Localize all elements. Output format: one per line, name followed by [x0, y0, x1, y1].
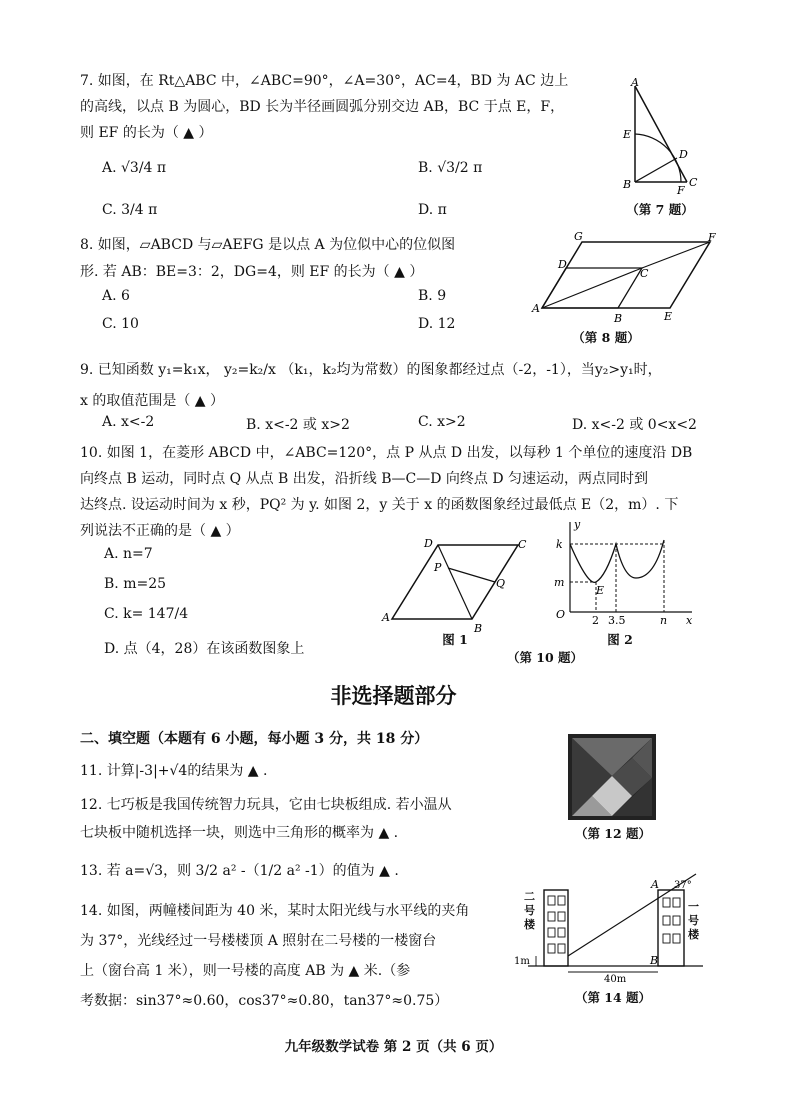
q8-pt-a: A [532, 302, 540, 315]
q8-caption: （第 8 题） [572, 330, 640, 345]
q7-option-a: A. √3/4 π [102, 160, 167, 176]
q10-line4: 列说法不正确的是（ ▲ ） [80, 523, 240, 539]
q7-pt-b: B [623, 178, 632, 191]
q14-figure [508, 868, 708, 988]
q14-line2: 为 37°，光线经过一号楼楼顶 A 照射在二号楼的一楼窗台 [80, 933, 437, 949]
q10-tick-2: 2 [592, 614, 599, 627]
q10-option-a: A. n=7 [104, 546, 153, 562]
q8-line2: 形. 若 AB：BE=3：2，DG=4，则 EF 的长为（ ▲ ） [80, 264, 424, 280]
q14-pt-a: A [651, 878, 659, 891]
q7-line2: 的高线，以点 B 为圆心，BD 长为半径画圆弧分别交边 AB，BC 于点 E，F， [80, 99, 565, 115]
q12-line1: 12. 七巧板是我国传统智力玩具，它由七块板组成. 若小温从 [80, 797, 452, 813]
q8-line1: 8. 如图，▱ABCD 与▱AEFG 是以点 A 为位似中心的位似图 [80, 237, 456, 253]
q9-option-a: A. x<-2 [102, 414, 155, 430]
q7-figure [605, 76, 715, 196]
q8-option-b: B. 9 [418, 288, 447, 304]
q10-axis-y: y [574, 518, 581, 531]
q14-label-1m: 1m [514, 956, 530, 967]
q14-label-40m: 40m [604, 974, 627, 985]
q7-caption: （第 7 题） [626, 202, 694, 217]
q7-line3: 则 EF 的长为（ ▲ ） [80, 125, 213, 141]
q10-tick-k: k [556, 538, 563, 551]
q8-pt-b: B [614, 312, 623, 325]
q10-tick-n: n [660, 614, 668, 627]
q10-figure1 [378, 535, 538, 635]
q14-label-building-1: 一号楼 [688, 900, 699, 941]
q7-pt-e: E [623, 128, 632, 141]
q14-label-37deg: 37° [674, 880, 692, 891]
q12-caption: （第 12 题） [574, 826, 652, 841]
page-footer: 九年级数学试卷 第 2 页（共 6 页） [284, 1039, 503, 1055]
q8-option-c: C. 10 [102, 316, 139, 332]
q7-option-d: D. π [418, 202, 447, 218]
q10-line3: 达终点. 设运动时间为 x 秒，PQ² 为 y. 如图 2，y 关于 x 的函数图象经过最低点 E（2，m）. 下 [80, 497, 679, 513]
q14-line4: 考数据：sin37°≈0.60，cos37°≈0.80，tan37°≈0.75） [80, 993, 449, 1009]
q12-line2: 七块板中随机选择一块，则选中三角形的概率为 ▲ . [80, 825, 399, 841]
q10-line1: 10. 如图 1，在菱形 ABCD 中，∠ABC=120°，点 P 从点 D 出发，以每秒 1 个单位的速度沿 DB [80, 445, 693, 461]
q7-pt-d: D [679, 148, 688, 161]
q13-text: 13. 若 a=√3，则 3/2 a² -（1/2 a² -1）的值为 ▲ . [80, 863, 399, 879]
q14-line1: 14. 如图，两幢楼间距为 40 米，某时太阳光线与水平线的夹角 [80, 903, 470, 919]
q10-axis-x: x [686, 614, 693, 627]
q10-pt-c: C [518, 538, 527, 551]
q14-pt-b: B [650, 954, 659, 967]
q10-fig2-label: 图 2 [607, 632, 633, 647]
q10-pt-b: B [474, 622, 483, 635]
q12-tangram-figure [568, 734, 656, 820]
q7-option-c: C. 3/4 π [102, 202, 158, 218]
q14-caption: （第 14 题） [574, 990, 652, 1005]
q8-pt-c: C [640, 267, 649, 280]
q9-option-c: C. x>2 [418, 414, 466, 430]
q7-pt-c: C [689, 176, 698, 189]
q10-tick-3-5: 3.5 [608, 614, 626, 627]
q14-label-building-2: 二号楼 [524, 890, 535, 931]
q8-option-a: A. 6 [102, 288, 130, 304]
q10-figure2 [550, 518, 700, 630]
q10-origin: O [556, 608, 566, 621]
q10-option-c: C. k= 147/4 [104, 606, 189, 622]
q10-line2: 向终点 B 运动，同时点 Q 从点 B 出发，沿折线 B—C—D 向终点 D 匀速运动，两点同时到 [80, 471, 649, 487]
q8-pt-g: G [574, 230, 583, 243]
q8-pt-e: E [664, 310, 673, 323]
q10-pt-d: D [424, 537, 433, 550]
q7-option-b: B. √3/2 π [418, 160, 483, 176]
q14-line3: 上（窗台高 1 米），则一号楼的高度 AB 为 ▲ 米.（参 [80, 963, 411, 979]
q8-figure [530, 228, 720, 326]
q9-line2: x 的取值范围是（ ▲ ） [80, 393, 225, 409]
q10-option-b: B. m=25 [104, 576, 167, 592]
q10-pt-e: E [596, 584, 605, 597]
q11-text: 11. 计算|-3|+√4的结果为 ▲ . [80, 763, 268, 779]
section-title: 非选择题部分 [330, 684, 457, 708]
q7-pt-f: F [677, 184, 685, 196]
q10-pt-p: P [434, 561, 442, 574]
q8-pt-d: D [558, 258, 567, 271]
q10-tick-m: m [554, 576, 565, 589]
q8-option-d: D. 12 [418, 316, 456, 332]
q9-line1: 9. 已知函数 y₁=k₁x， y₂=k₂/x （k₁，k₂均为常数）的图象都经过点（-2，-1），当y₂>y₁时， [80, 362, 662, 378]
q10-fig1-label: 图 1 [442, 632, 468, 647]
q9-option-d: D. x<-2 或 0<x<2 [572, 417, 697, 433]
q7-pt-a: A [631, 76, 639, 89]
q10-pt-q: Q [496, 577, 506, 590]
q10-caption: （第 10 题） [506, 650, 584, 665]
q9-option-b: B. x<-2 或 x>2 [246, 417, 350, 433]
q10-option-d: D. 点（4，28）在该函数图象上 [104, 641, 305, 657]
q8-pt-f: F [708, 231, 716, 244]
q7-line1: 7. 如图，在 Rt△ABC 中，∠ABC=90°，∠A=30°，AC=4，BD 为 AC 边上 [80, 73, 569, 89]
q10-pt-a: A [382, 611, 390, 624]
section-2-heading: 二、填空题（本题有 6 小题，每小题 3 分，共 18 分） [80, 731, 429, 747]
